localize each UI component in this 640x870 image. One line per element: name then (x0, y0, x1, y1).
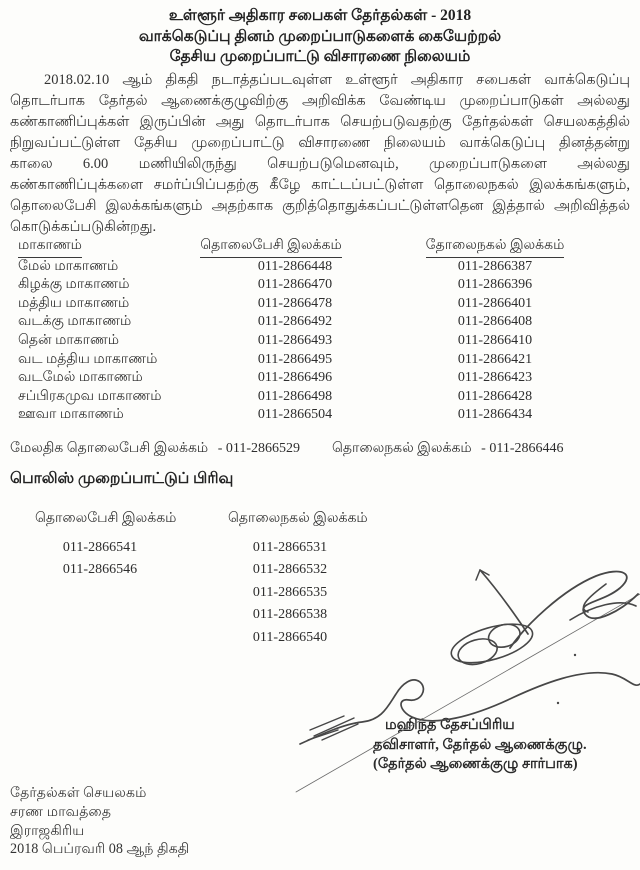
additional-phone-value: - 011-2866529 (217, 441, 300, 456)
phone-number: 011-2866492 (257, 314, 333, 330)
phone-number: 011-2866495 (257, 351, 333, 367)
police-phone-number: 011-2866541 (62, 540, 138, 555)
title-line-2: வாக்கெடுப்பு தினம் முறைப்பாடுகளைக் கையேற்றல் (138, 27, 502, 45)
phone-number: 011-2866478 (257, 295, 333, 311)
issuer-street: சரண மாவத்தை (10, 803, 112, 820)
title-line-1: உள்ளூர் அதிகார சபைகள் தேர்தல்கள் - 2018 (168, 7, 472, 24)
province-name: வடக்கு மாகாணம் (18, 314, 132, 330)
phone-number: 011-2866504 (257, 407, 333, 423)
province-name: மேல் மாகாணம் (18, 258, 119, 274)
phone-number: 011-2866493 (257, 332, 333, 348)
notice-paragraph: 2018.02.10 ஆம் திகதி நடாத்தப்படவுள்ள உள்ளூர் அதிகார சபைகள் வாக்கெடுப்பு தொடர்பாக தேர்தல் ஆணைக்குழுவிற்கு அறிவிக்க வேண்டிய முறைப்பாடுகள் அல்லது கண்காணிப்புக்கள் இருப்பின் அது தொடர்பாக செயற்படுவதற்கு தேர்தல்கள் செயலகத்தில் நிறுவப்பட்டுள்ள தேசிய முறைப்பாட்டு விசாரணை நிலையம் வாக்கெடுப்பு தினத்தன்று காலை 6.00 மணியிலிருந்து செயற்படுமெனவும், முறைப்பாடுகளை அல்லது கண்காணிப்புக்களை சமர்ப்பிப்பதற்கு கீழே காட்டப்பட்டுள்ள தொலைநகல் இலக்கங்களும், தொலைபேசி இலக்கங்களும் அதற்காக குறித்தொதுக்கப்பட்டுள்ளதென இத்தால் அறிவித்தல் கொடுக்கப்படுகின்றது. (10, 72, 630, 235)
table-row (10, 276, 630, 295)
province-name: ஊவா மாகாணம் (18, 407, 124, 423)
table-row (10, 313, 630, 332)
signatory-name: மஹிந்த தேசப்பிரிய (385, 717, 515, 733)
fax-number: 011-2866423 (457, 370, 533, 386)
police-fax-number: 011-2866531 (252, 540, 328, 555)
fax-number: 011-2866396 (457, 277, 533, 293)
fax-number: 011-2866401 (457, 295, 533, 311)
issuer-city: இராஜகிரிய (10, 822, 85, 839)
additional-fax-label: தொலைநகல் இலக்கம் (332, 441, 472, 456)
document-title (0, 6, 640, 68)
col-header-phone: தொலைபேசி இலக்கம் (205, 237, 385, 258)
issuer-office: தேர்தல்கள் செயலகம் (10, 785, 147, 801)
signatory-behalf: (தேர்தல் ஆணைக்குழு சார்பாக) (373, 756, 578, 772)
phone-number: 011-2866496 (257, 370, 333, 386)
provinces-table (10, 237, 630, 425)
table-row (10, 388, 630, 407)
fax-number: 011-2866421 (457, 351, 533, 367)
table-row (10, 369, 630, 388)
fax-number: 011-2866434 (457, 407, 533, 423)
fax-number: 011-2866410 (457, 332, 533, 348)
title-line-3: தேசிய முறைப்பாட்டு விசாரணை நிலையம் (169, 48, 471, 65)
additional-fax-value: - 011-2866446 (481, 441, 564, 456)
police-phone-header: தொலைபேசி இலக்கம் (35, 511, 177, 526)
province-name: வடமேல் மாகாணம் (18, 370, 143, 386)
signature-block (373, 716, 633, 775)
signatory-role: தவிசாளர், தேர்தல் ஆணைக்குழு. (373, 736, 587, 753)
fax-number: 011-2866408 (457, 314, 533, 330)
province-name: மத்திய மாகாணம் (18, 295, 130, 311)
fax-number: 011-2866387 (457, 258, 533, 274)
col-header-fax: தோலைநகல் இலக்கம் (385, 237, 605, 258)
police-fax-header: தொலைநகல் இலக்கம் (228, 511, 368, 526)
province-name: தென் மாகாணம் (18, 332, 120, 348)
table-row (10, 332, 630, 351)
province-name: சப்பிரகமுவ மாகாணம் (18, 388, 162, 404)
province-name: கிழக்கு மாகாணம் (18, 277, 130, 293)
provinces-table-header (10, 237, 630, 258)
phone-number: 011-2866470 (257, 277, 333, 293)
issuer-address-block (10, 784, 189, 859)
province-name: வட மத்திய மாகாணம் (18, 351, 158, 367)
additional-fax (332, 441, 563, 458)
phone-number: 011-2866498 (257, 388, 333, 404)
issue-date: 2018 பெப்ரவரி 08 ஆந் திகதி (10, 841, 190, 858)
police-fax-number: 011-2866540 (252, 629, 328, 645)
police-phone-list (35, 537, 165, 582)
police-fax-number: 011-2866538 (252, 607, 328, 623)
police-fax-number: 011-2866532 (252, 562, 328, 578)
additional-phone-label: மேலதிக தொலைபேசி இலக்கம் (10, 441, 209, 456)
table-row (10, 406, 630, 425)
phone-number: 011-2866448 (257, 258, 333, 274)
table-row (10, 295, 630, 314)
table-row (10, 258, 630, 277)
police-fax-list (225, 537, 355, 649)
col-header-province: மாகாணம் (10, 237, 205, 258)
fax-number: 011-2866428 (457, 388, 533, 404)
police-phone-number: 011-2866546 (62, 562, 138, 578)
police-fax-number: 011-2866535 (252, 584, 328, 600)
police-section-heading: பொலிஸ் முறைப்பாட்டுப் பிரிவு (10, 470, 234, 487)
additional-numbers-line (10, 441, 630, 458)
table-row (10, 351, 630, 370)
